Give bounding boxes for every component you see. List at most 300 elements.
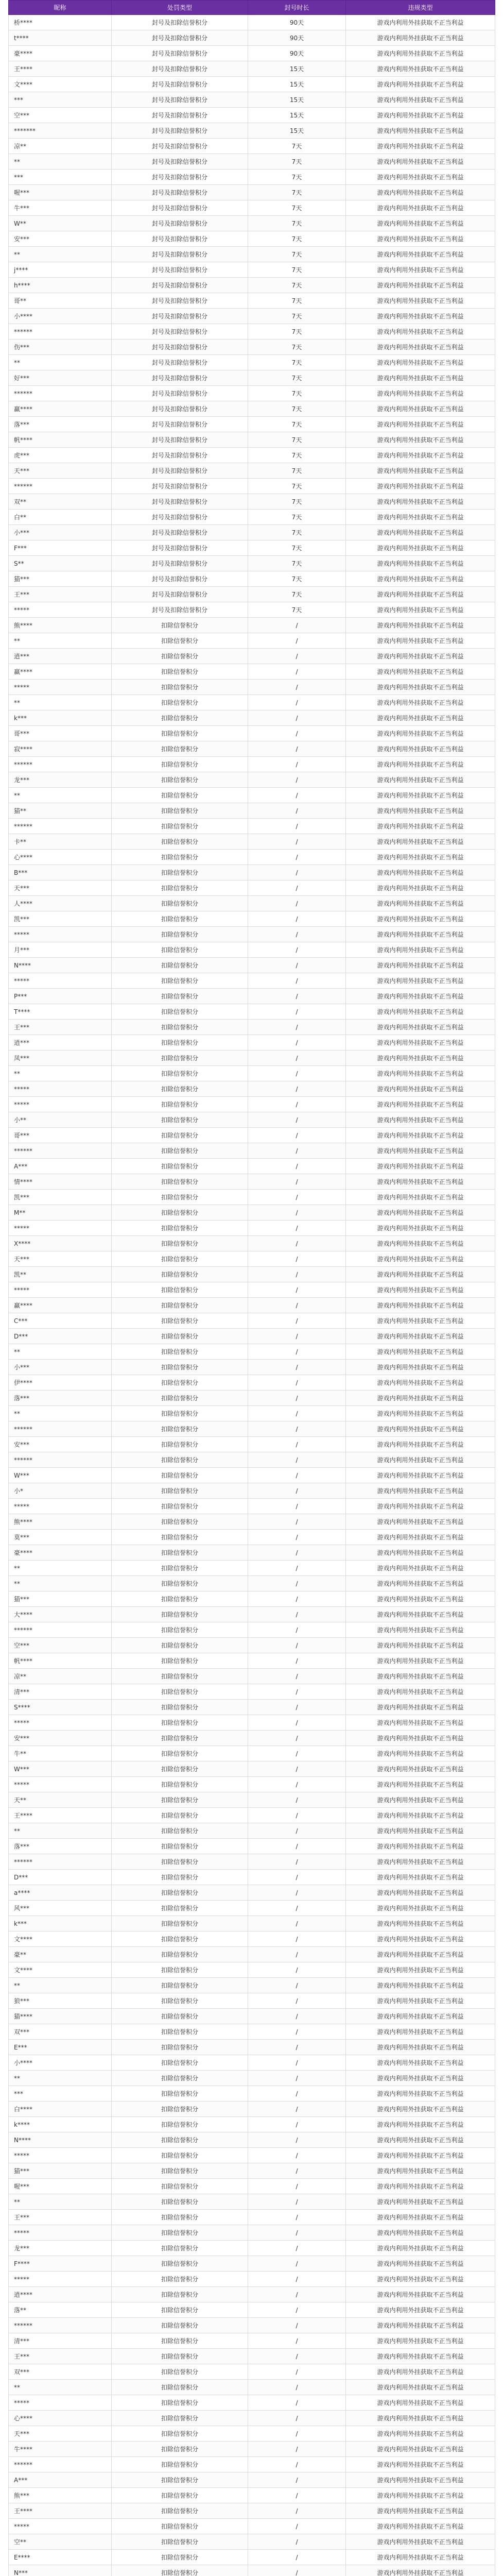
nickname-cell: ** [9,695,112,710]
table-row [9,401,495,417]
punishment-cell: 封号及扣除信誉积分 [112,401,248,417]
punishment-cell: 扣除信誉积分 [112,1854,248,1870]
punishment-cell: 扣除信誉积分 [112,1298,248,1313]
punishment-cell: 封号及扣除信誉积分 [112,494,248,510]
punishment-cell: 扣除信誉积分 [112,1035,248,1050]
nickname-cell: 狼*** [9,1993,112,2009]
punishment-cell: 扣除信誉积分 [112,927,248,942]
punishment-cell: 扣除信誉积分 [112,1761,248,1777]
ban-duration-cell: / [248,1050,346,1066]
ban-duration-cell: / [248,1622,346,1638]
punishment-cell: 扣除信誉积分 [112,1947,248,1962]
punishment-cell: 扣除信誉积分 [112,1993,248,2009]
punishment-cell: 扣除信誉积分 [112,1081,248,1097]
ban-duration-cell: / [248,942,346,958]
ban-duration-cell: / [248,1684,346,1700]
punishment-cell: 扣除信誉积分 [112,788,248,803]
table-row [9,2256,495,2272]
ban-duration-cell: / [248,2333,346,2349]
nickname-cell: N*** [9,2565,112,2576]
table-row [9,865,495,880]
table-row [9,1468,495,1483]
nickname-cell: ***** [9,973,112,989]
punishment-cell: 封号及扣除信誉积分 [112,370,248,386]
punishment-cell: 扣除信誉积分 [112,1978,248,1993]
punishment-cell: 封号及扣除信誉积分 [112,602,248,618]
nickname-cell: D*** [9,1870,112,1885]
nickname-cell: 大**** [9,1607,112,1622]
nickname-cell: 落*** [9,1391,112,1406]
table-row [9,880,495,896]
punishment-cell: 扣除信誉积分 [112,2287,248,2302]
violation-cell: 游戏内利用外挂获取不正当利益 [346,649,495,664]
punishment-cell: 扣除信誉积分 [112,1885,248,1901]
violation-cell: 游戏内利用外挂获取不正当利益 [346,1236,495,1251]
punishment-cell: 扣除信誉积分 [112,2488,248,2503]
table-row [9,2194,495,2210]
nickname-cell: ******* [9,123,112,139]
nickname-cell: j**** [9,262,112,278]
violation-cell: 游戏内利用外挂获取不正当利益 [346,710,495,726]
table-row [9,1993,495,2009]
violation-cell: 游戏内利用外挂获取不正当利益 [346,958,495,973]
table-row [9,757,495,772]
table-row [9,1761,495,1777]
violation-cell: 游戏内利用外挂获取不正当利益 [346,1669,495,1684]
nickname-cell: 桥**** [9,15,112,30]
violation-cell: 游戏内利用外挂获取不正当利益 [346,2349,495,2364]
ban-duration-cell: / [248,1344,346,1360]
ban-duration-cell: / [248,1591,346,1607]
violation-cell: 游戏内利用外挂获取不正当利益 [346,2395,495,2411]
punishment-cell: 封号及扣除信誉积分 [112,556,248,571]
violation-cell: 游戏内利用外挂获取不正当利益 [346,30,495,46]
ban-duration-cell: / [248,1313,346,1329]
punishment-cell: 扣除信誉积分 [112,1128,248,1143]
nickname-cell: M** [9,1205,112,1221]
punishment-cell: 扣除信誉积分 [112,1174,248,1190]
nickname-cell: ***** [9,1282,112,1298]
nickname-cell: 小*** [9,525,112,540]
ban-duration-cell: 7天 [248,139,346,154]
violation-cell: 游戏内利用外挂获取不正当利益 [346,1823,495,1839]
nickname-cell: E**** [9,2550,112,2565]
ban-duration-cell: 7天 [248,602,346,618]
ban-duration-cell: / [248,1854,346,1870]
punishment-cell: 封号及扣除信誉积分 [112,540,248,556]
punishment-cell: 封号及扣除信誉积分 [112,525,248,540]
ban-duration-cell: / [248,2302,346,2318]
violation-cell: 游戏内利用外挂获取不正当利益 [346,1885,495,1901]
punishment-cell: 封号及扣除信誉积分 [112,479,248,494]
violation-cell: 游戏内利用外挂获取不正当利益 [346,1313,495,1329]
table-row [9,2225,495,2241]
nickname-cell: W*** [9,1468,112,1483]
violation-cell: 游戏内利用外挂获取不正当利益 [346,1035,495,1050]
nickname-cell: 牛** [9,1746,112,1761]
ban-duration-cell: / [248,2349,346,2364]
nickname-cell: B*** [9,865,112,880]
nickname-cell: 凤*** [9,1050,112,1066]
violation-cell: 游戏内利用外挂获取不正当利益 [346,2024,495,2040]
nickname-cell: ****** [9,1622,112,1638]
table-row [9,1885,495,1901]
punishment-cell: 扣除信誉积分 [112,880,248,896]
nickname-cell: a**** [9,1885,112,1901]
table-body [9,15,495,2576]
nickname-cell: ***** [9,2395,112,2411]
nickname-cell: ** [9,1576,112,1591]
punishment-cell: 扣除信誉积分 [112,1514,248,1530]
punishment-cell: 扣除信誉积分 [112,2472,248,2488]
table-row [9,2503,495,2519]
violation-cell: 游戏内利用外挂获取不正当利益 [346,2148,495,2163]
punishment-cell: 封号及扣除信誉积分 [112,185,248,200]
punishment-cell: 封号及扣除信誉积分 [112,571,248,587]
punishment-cell: 扣除信誉积分 [112,680,248,695]
ban-duration-cell: / [248,1901,346,1916]
ban-duration-cell: / [248,2380,346,2395]
violation-cell: 游戏内利用外挂获取不正当利益 [346,2457,495,2472]
table-row [9,30,495,46]
punishment-cell: 扣除信誉积分 [112,1715,248,1731]
punishment-cell: 扣除信誉积分 [112,2457,248,2472]
ban-duration-cell: / [248,2132,346,2148]
nickname-cell: *** [9,92,112,108]
table-row [9,803,495,819]
ban-duration-cell: 15天 [248,123,346,139]
ban-duration-cell: / [248,1561,346,1576]
ban-duration-cell: / [248,1159,346,1174]
ban-duration-cell: / [248,772,346,788]
table-row [9,61,495,77]
violation-cell: 游戏内利用外挂获取不正当利益 [346,587,495,602]
violation-cell: 游戏内利用外挂获取不正当利益 [346,1931,495,1947]
punishment-cell: 扣除信誉积分 [112,741,248,757]
punishment-cell: 扣除信誉积分 [112,803,248,819]
ban-duration-cell: 15天 [248,77,346,92]
nickname-cell: 小* [9,1483,112,1499]
table-row [9,2550,495,2565]
table-row [9,2380,495,2395]
table-row [9,108,495,123]
table-row [9,417,495,432]
nickname-cell: 豪** [9,1947,112,1962]
violation-cell: 游戏内利用外挂获取不正当利益 [346,510,495,525]
nickname-cell: 熊*** [9,2488,112,2503]
nickname-cell: 落*** [9,417,112,432]
violation-cell: 游戏内利用外挂获取不正当利益 [346,2102,495,2117]
ban-duration-cell: / [248,2194,346,2210]
ban-duration-cell: 7天 [248,231,346,247]
ban-duration-cell: / [248,1391,346,1406]
violation-cell: 游戏内利用外挂获取不正当利益 [346,1916,495,1931]
violation-cell: 游戏内利用外挂获取不正当利益 [346,293,495,309]
punishment-cell: 扣除信誉积分 [112,1823,248,1839]
punishment-cell: 扣除信誉积分 [112,1561,248,1576]
nickname-cell: 牛*** [9,200,112,216]
punishment-cell: 扣除信誉积分 [112,1653,248,1669]
punishment-cell: 扣除信誉积分 [112,865,248,880]
violation-cell: 游戏内利用外挂获取不正当利益 [346,1947,495,1962]
punishment-cell: 扣除信誉积分 [112,1839,248,1854]
nickname-cell: 喔*** [9,185,112,200]
punishment-cell: 扣除信誉积分 [112,1375,248,1391]
ban-duration-cell: 7天 [248,370,346,386]
punishment-cell: 封号及扣除信誉积分 [112,324,248,340]
table-row [9,247,495,262]
nickname-cell: ** [9,1344,112,1360]
nickname-cell: 赢**** [9,664,112,680]
violation-cell: 游戏内利用外挂获取不正当利益 [346,2302,495,2318]
punishment-cell: 扣除信誉积分 [112,2132,248,2148]
violation-cell: 游戏内利用外挂获取不正当利益 [346,216,495,231]
table-row [9,1561,495,1576]
nickname-cell: ****** [9,819,112,834]
nickname-cell: D*** [9,1329,112,1344]
table-row [9,2349,495,2364]
violation-cell: 游戏内利用外挂获取不正当利益 [346,1854,495,1870]
punishment-cell: 扣除信誉积分 [112,2040,248,2055]
nickname-cell: 虎*** [9,448,112,463]
violation-cell: 游戏内利用外挂获取不正当利益 [346,571,495,587]
violation-cell: 游戏内利用外挂获取不正当利益 [346,1205,495,1221]
nickname-cell: ****** [9,757,112,772]
ban-duration-cell: / [248,1282,346,1298]
punishment-cell: 封号及扣除信誉积分 [112,432,248,448]
nickname-cell: 文**** [9,1931,112,1947]
ban-duration-cell: / [248,1499,346,1514]
violation-cell: 游戏内利用外挂获取不正当利益 [346,788,495,803]
ban-duration-cell: 7天 [248,540,346,556]
table-row [9,2210,495,2225]
violation-cell: 游戏内利用外挂获取不正当利益 [346,1375,495,1391]
violation-cell: 游戏内利用外挂获取不正当利益 [346,741,495,757]
punishment-cell: 扣除信誉积分 [112,973,248,989]
punishment-cell: 扣除信誉积分 [112,1777,248,1792]
table-row [9,1978,495,1993]
table-row [9,123,495,139]
punishment-cell: 扣除信誉积分 [112,1622,248,1638]
ban-duration-cell: / [248,1421,346,1437]
table-row [9,231,495,247]
ban-duration-cell: 7天 [248,432,346,448]
punishment-cell: 扣除信誉积分 [112,757,248,772]
punishment-cell: 封号及扣除信誉积分 [112,247,248,262]
nickname-cell: 白** [9,510,112,525]
nickname-cell: S**** [9,1700,112,1715]
punishment-cell: 扣除信誉积分 [112,1452,248,1468]
table-row [9,834,495,850]
violation-cell: 游戏内利用外挂获取不正当利益 [346,1360,495,1375]
ban-duration-cell: / [248,1004,346,1020]
table-row [9,2565,495,2576]
punishment-cell: 扣除信誉积分 [112,1282,248,1298]
violation-cell: 游戏内利用外挂获取不正当利益 [346,417,495,432]
ban-duration-cell: 90天 [248,46,346,61]
ban-duration-cell: 7天 [248,309,346,324]
punishment-cell: 扣除信誉积分 [112,2565,248,2576]
ban-duration-cell: / [248,1530,346,1545]
violation-cell: 游戏内利用外挂获取不正当利益 [346,680,495,695]
ban-duration-cell: / [248,1653,346,1669]
ban-duration-cell: / [248,1066,346,1081]
nickname-cell: ****** [9,1452,112,1468]
table-row [9,1514,495,1530]
ban-duration-cell: 15天 [248,92,346,108]
column-header-punishment: 处罚类型 [112,1,248,15]
punishment-cell: 扣除信誉积分 [112,1576,248,1591]
table-row [9,46,495,61]
ban-duration-cell: 7天 [248,587,346,602]
ban-duration-cell: / [248,1931,346,1947]
ban-duration-cell: / [248,664,346,680]
punishment-cell: 扣除信誉积分 [112,1483,248,1499]
ban-duration-cell: / [248,710,346,726]
violation-cell: 游戏内利用外挂获取不正当利益 [346,850,495,865]
ban-duration-cell: / [248,1715,346,1731]
ban-duration-cell: / [248,1020,346,1035]
violation-cell: 游戏内利用外挂获取不正当利益 [346,2565,495,2576]
ban-duration-cell: 7天 [248,417,346,432]
ban-duration-cell: 15天 [248,108,346,123]
table-row [9,448,495,463]
ban-duration-cell: / [248,1360,346,1375]
table-row [9,1190,495,1205]
violation-cell: 游戏内利用外挂获取不正当利益 [346,123,495,139]
violation-cell: 游戏内利用外挂获取不正当利益 [346,1344,495,1360]
table-row [9,1221,495,1236]
nickname-cell: ** [9,154,112,170]
violation-cell: 游戏内利用外挂获取不正当利益 [346,370,495,386]
table-row [9,1035,495,1050]
nickname-cell: ***** [9,1081,112,1097]
punishment-cell: 封号及扣除信誉积分 [112,340,248,355]
nickname-cell: F**** [9,2256,112,2272]
ban-duration-cell: 7天 [248,247,346,262]
nickname-cell: 猫** [9,803,112,819]
punishment-cell: 封号及扣除信誉积分 [112,92,248,108]
punishment-cell: 扣除信誉积分 [112,2055,248,2071]
nickname-cell: ** [9,355,112,370]
nickname-cell: ****** [9,386,112,401]
punishment-cell: 扣除信誉积分 [112,1020,248,1035]
table-row [9,2333,495,2349]
table-row [9,262,495,278]
ban-duration-cell: / [248,2117,346,2132]
punishment-cell: 封号及扣除信誉积分 [112,309,248,324]
ban-duration-cell: / [248,1143,346,1159]
punishment-cell: 封号及扣除信誉积分 [112,293,248,309]
punishment-cell: 扣除信誉积分 [112,1808,248,1823]
nickname-cell: 双** [9,494,112,510]
table-row [9,710,495,726]
table-row [9,1545,495,1561]
nickname-cell: 月*** [9,942,112,958]
punishment-cell: 扣除信誉积分 [112,2364,248,2380]
ban-duration-cell: / [248,2426,346,2442]
punishment-cell: 扣除信誉积分 [112,819,248,834]
ban-duration-cell: / [248,1468,346,1483]
violation-cell: 游戏内利用外挂获取不正当利益 [346,2272,495,2287]
ban-duration-cell: / [248,1761,346,1777]
nickname-cell: 天*** [9,463,112,479]
ban-duration-cell: / [248,1607,346,1622]
table-row [9,772,495,788]
punishment-cell: 扣除信誉积分 [112,1190,248,1205]
table-row [9,2442,495,2457]
nickname-cell: 龙*** [9,2241,112,2256]
punishment-cell: 扣除信誉积分 [112,1004,248,1020]
violation-cell: 游戏内利用外挂获取不正当利益 [346,2117,495,2132]
punishment-cell: 封号及扣除信誉积分 [112,231,248,247]
ban-duration-cell: / [248,1808,346,1823]
punishment-cell: 扣除信誉积分 [112,2256,248,2272]
violation-cell: 游戏内利用外挂获取不正当利益 [346,1684,495,1700]
ban-duration-cell: / [248,1870,346,1885]
punishment-cell: 扣除信誉积分 [112,896,248,911]
ban-duration-cell: / [248,695,346,710]
violation-cell: 游戏内利用外挂获取不正当利益 [346,1483,495,1499]
ban-duration-cell: / [248,2519,346,2534]
nickname-cell: 天*** [9,880,112,896]
nickname-cell: ****** [9,324,112,340]
table-row [9,1128,495,1143]
table-row [9,494,495,510]
nickname-cell: *** [9,170,112,185]
nickname-cell: ** [9,1561,112,1576]
ban-duration-cell: / [248,1700,346,1715]
violation-cell: 游戏内利用外挂获取不正当利益 [346,2055,495,2071]
punishment-cell: 扣除信誉积分 [112,2272,248,2287]
ban-duration-cell: / [248,2287,346,2302]
ban-duration-cell: / [248,2411,346,2426]
violation-cell: 游戏内利用外挂获取不正当利益 [346,1329,495,1344]
violation-cell: 游戏内利用外挂获取不正当利益 [346,2442,495,2457]
violation-cell: 游戏内利用外挂获取不正当利益 [346,2364,495,2380]
violation-cell: 游戏内利用外挂获取不正当利益 [346,139,495,154]
nickname-cell: 哥*** [9,726,112,741]
violation-cell: 游戏内利用外挂获取不正当利益 [346,1545,495,1561]
ban-duration-cell: / [248,788,346,803]
violation-cell: 游戏内利用外挂获取不正当利益 [346,2194,495,2210]
violation-cell: 游戏内利用外挂获取不正当利益 [346,1128,495,1143]
violation-cell: 游戏内利用外挂获取不正当利益 [346,1406,495,1421]
violation-cell: 游戏内利用外挂获取不正当利益 [346,1514,495,1530]
punishment-cell: 扣除信誉积分 [112,850,248,865]
ban-duration-cell: / [248,2565,346,2576]
table-row [9,1174,495,1190]
punishment-cell: 扣除信誉积分 [112,1901,248,1916]
punishment-cell: 扣除信誉积分 [112,2442,248,2457]
violation-cell: 游戏内利用外挂获取不正当利益 [346,1112,495,1128]
punishment-cell: 扣除信誉积分 [112,1267,248,1282]
nickname-cell: 空*** [9,1638,112,1653]
violation-cell: 游戏内利用外挂获取不正当利益 [346,185,495,200]
ban-duration-cell: / [248,1823,346,1839]
table-row [9,1931,495,1947]
ban-duration-cell: / [248,896,346,911]
table-row [9,1406,495,1421]
ban-duration-cell: / [248,1576,346,1591]
punishment-cell: 扣除信誉积分 [112,1221,248,1236]
nickname-cell: ** [9,633,112,649]
ban-duration-cell: / [248,1731,346,1746]
nickname-cell: 猫*** [9,2163,112,2179]
table-row [9,1638,495,1653]
violation-cell: 游戏内利用外挂获取不正当利益 [346,1159,495,1174]
nickname-cell: ***** [9,1221,112,1236]
